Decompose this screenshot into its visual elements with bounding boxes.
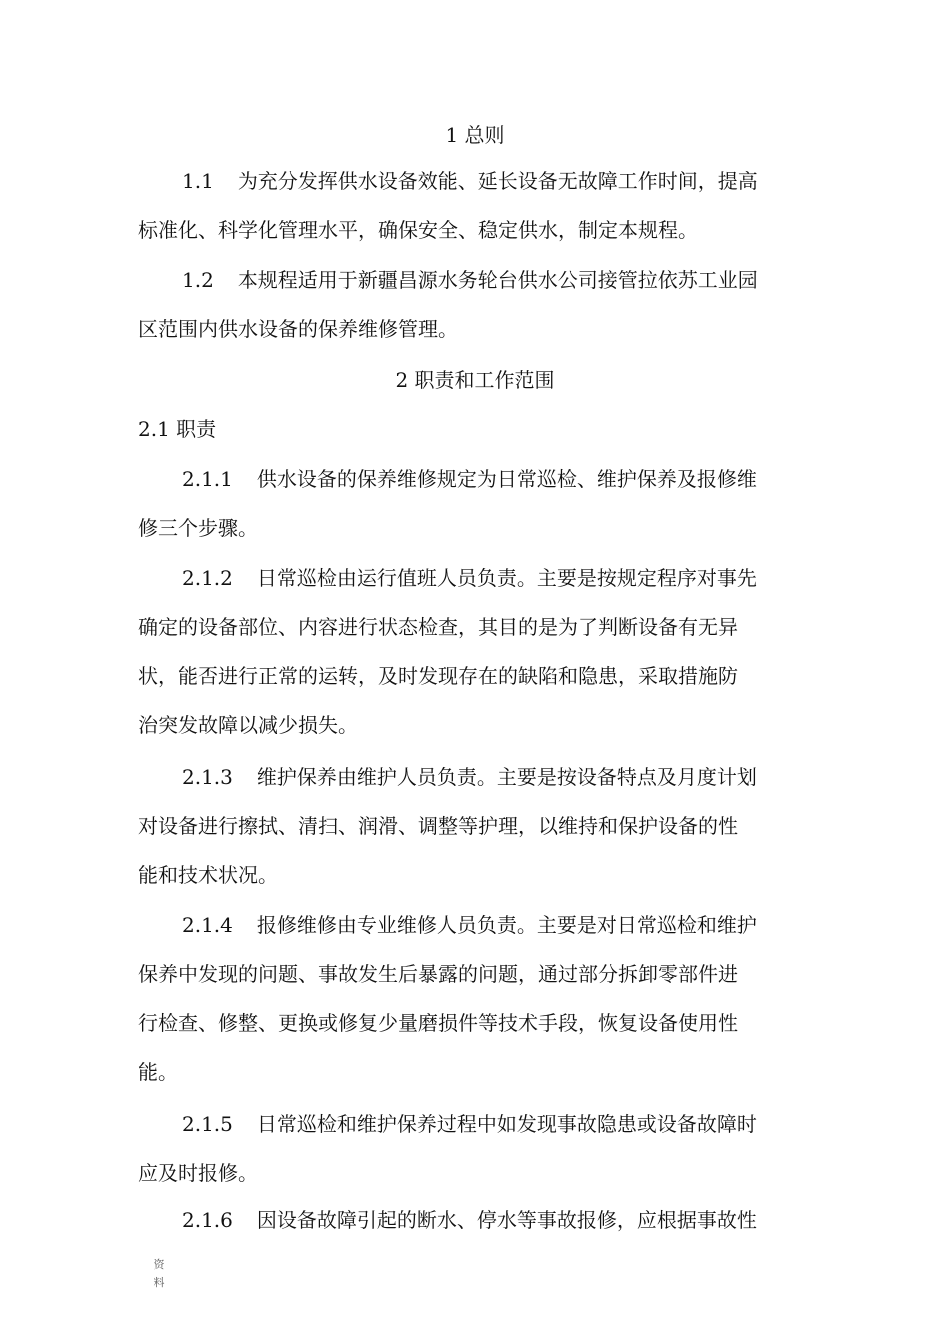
clause-number: 2.1.1: [182, 467, 233, 491]
section-2-heading: 2 职责和工作范围: [395, 368, 555, 392]
clause-number: 2.1.4: [182, 913, 233, 937]
footer-char: 资: [153, 1258, 165, 1271]
paragraph-1-1-line-2: 标准化、科学化管理水平，确保安全、稳定供水，制定本规程。: [138, 218, 698, 242]
clause-text: 因设备故障引起的断水、停水等事故报修，应根据事故性: [256, 1208, 757, 1232]
clause-text: 日常巡检和维护保养过程中如发现事故隐患或设备故障时: [256, 1112, 757, 1136]
clause-number: 2.1.3: [182, 765, 233, 789]
clause-number: 1.2: [182, 268, 214, 292]
clause-number: 2.1.6: [182, 1208, 233, 1232]
clause-number: 2.1.2: [182, 566, 233, 590]
clause-number: 2.1.5: [182, 1112, 233, 1136]
paragraph-2-1-5-line-2: 应及时报修。: [138, 1161, 258, 1185]
clause-text: 维护保养由维护人员负责。主要是按设备特点及月度计划: [256, 765, 757, 789]
paragraph-2-1-3-line-1: [182, 752, 872, 802]
paragraph-2-1-1-line-1: [182, 454, 872, 504]
clause-text: 本规程适用于新疆昌源水务轮台供水公司接管拉依苏工业园: [237, 268, 758, 292]
paragraph-2-1-3-line-2: 对设备进行擦拭、清扫、润滑、调整等护理，以维持和保护设备的性: [138, 814, 738, 838]
paragraph-2-1-3-line-3: 能和技术状况。: [138, 863, 278, 887]
paragraph-2-1-2-line-2: 确定的设备部位、内容进行状态检查，其目的是为了判断设备有无异: [138, 615, 738, 639]
paragraph-1-1-line-1: [182, 156, 872, 206]
paragraph-2-1-2-line-1: [182, 553, 872, 603]
paragraph-1-2-line-1: [182, 255, 872, 305]
paragraph-2-1-4-line-2: 保养中发现的问题、事故发生后暴露的问题，通过部分拆卸零部件进: [138, 962, 738, 986]
paragraph-2-1-2-line-4: 治突发故障以减少损失。: [138, 713, 358, 737]
clause-text: 供水设备的保养维修规定为日常巡检、维护保养及报修维: [256, 467, 757, 491]
paragraph-2-1-4-line-1: [182, 900, 872, 950]
clause-text: 为充分发挥供水设备效能、延长设备无故障工作时间，提高: [237, 169, 758, 193]
section-1-heading: 1 总则: [445, 123, 505, 147]
paragraph-2-1-4-line-4: 能。: [138, 1060, 178, 1084]
paragraph-2-1-4-line-3: 行检查、修整、更换或修复少量磨损件等技术手段，恢复设备使用性: [138, 1011, 738, 1035]
paragraph-1-2-line-2: 区范围内供水设备的保养维修管理。: [138, 317, 458, 341]
sub-heading-2-1: 2.1 职责: [138, 417, 217, 441]
footer-note: [152, 1256, 166, 1292]
paragraph-2-1-2-line-3: 状，能否进行正常的运转，及时发现存在的缺陷和隐患，采取措施防: [138, 664, 738, 688]
paragraph-2-1-1-line-2: 修三个步骤。: [138, 516, 258, 540]
paragraph-2-1-5-line-1: [182, 1099, 872, 1149]
footer-char: 料: [153, 1276, 165, 1289]
clause-text: 报修维修由专业维修人员负责。主要是对日常巡检和维护: [256, 913, 757, 937]
clause-number: 1.1: [182, 169, 214, 193]
clause-text: 日常巡检由运行值班人员负责。主要是按规定程序对事先: [256, 566, 757, 590]
paragraph-2-1-6-line-1: [182, 1195, 872, 1245]
